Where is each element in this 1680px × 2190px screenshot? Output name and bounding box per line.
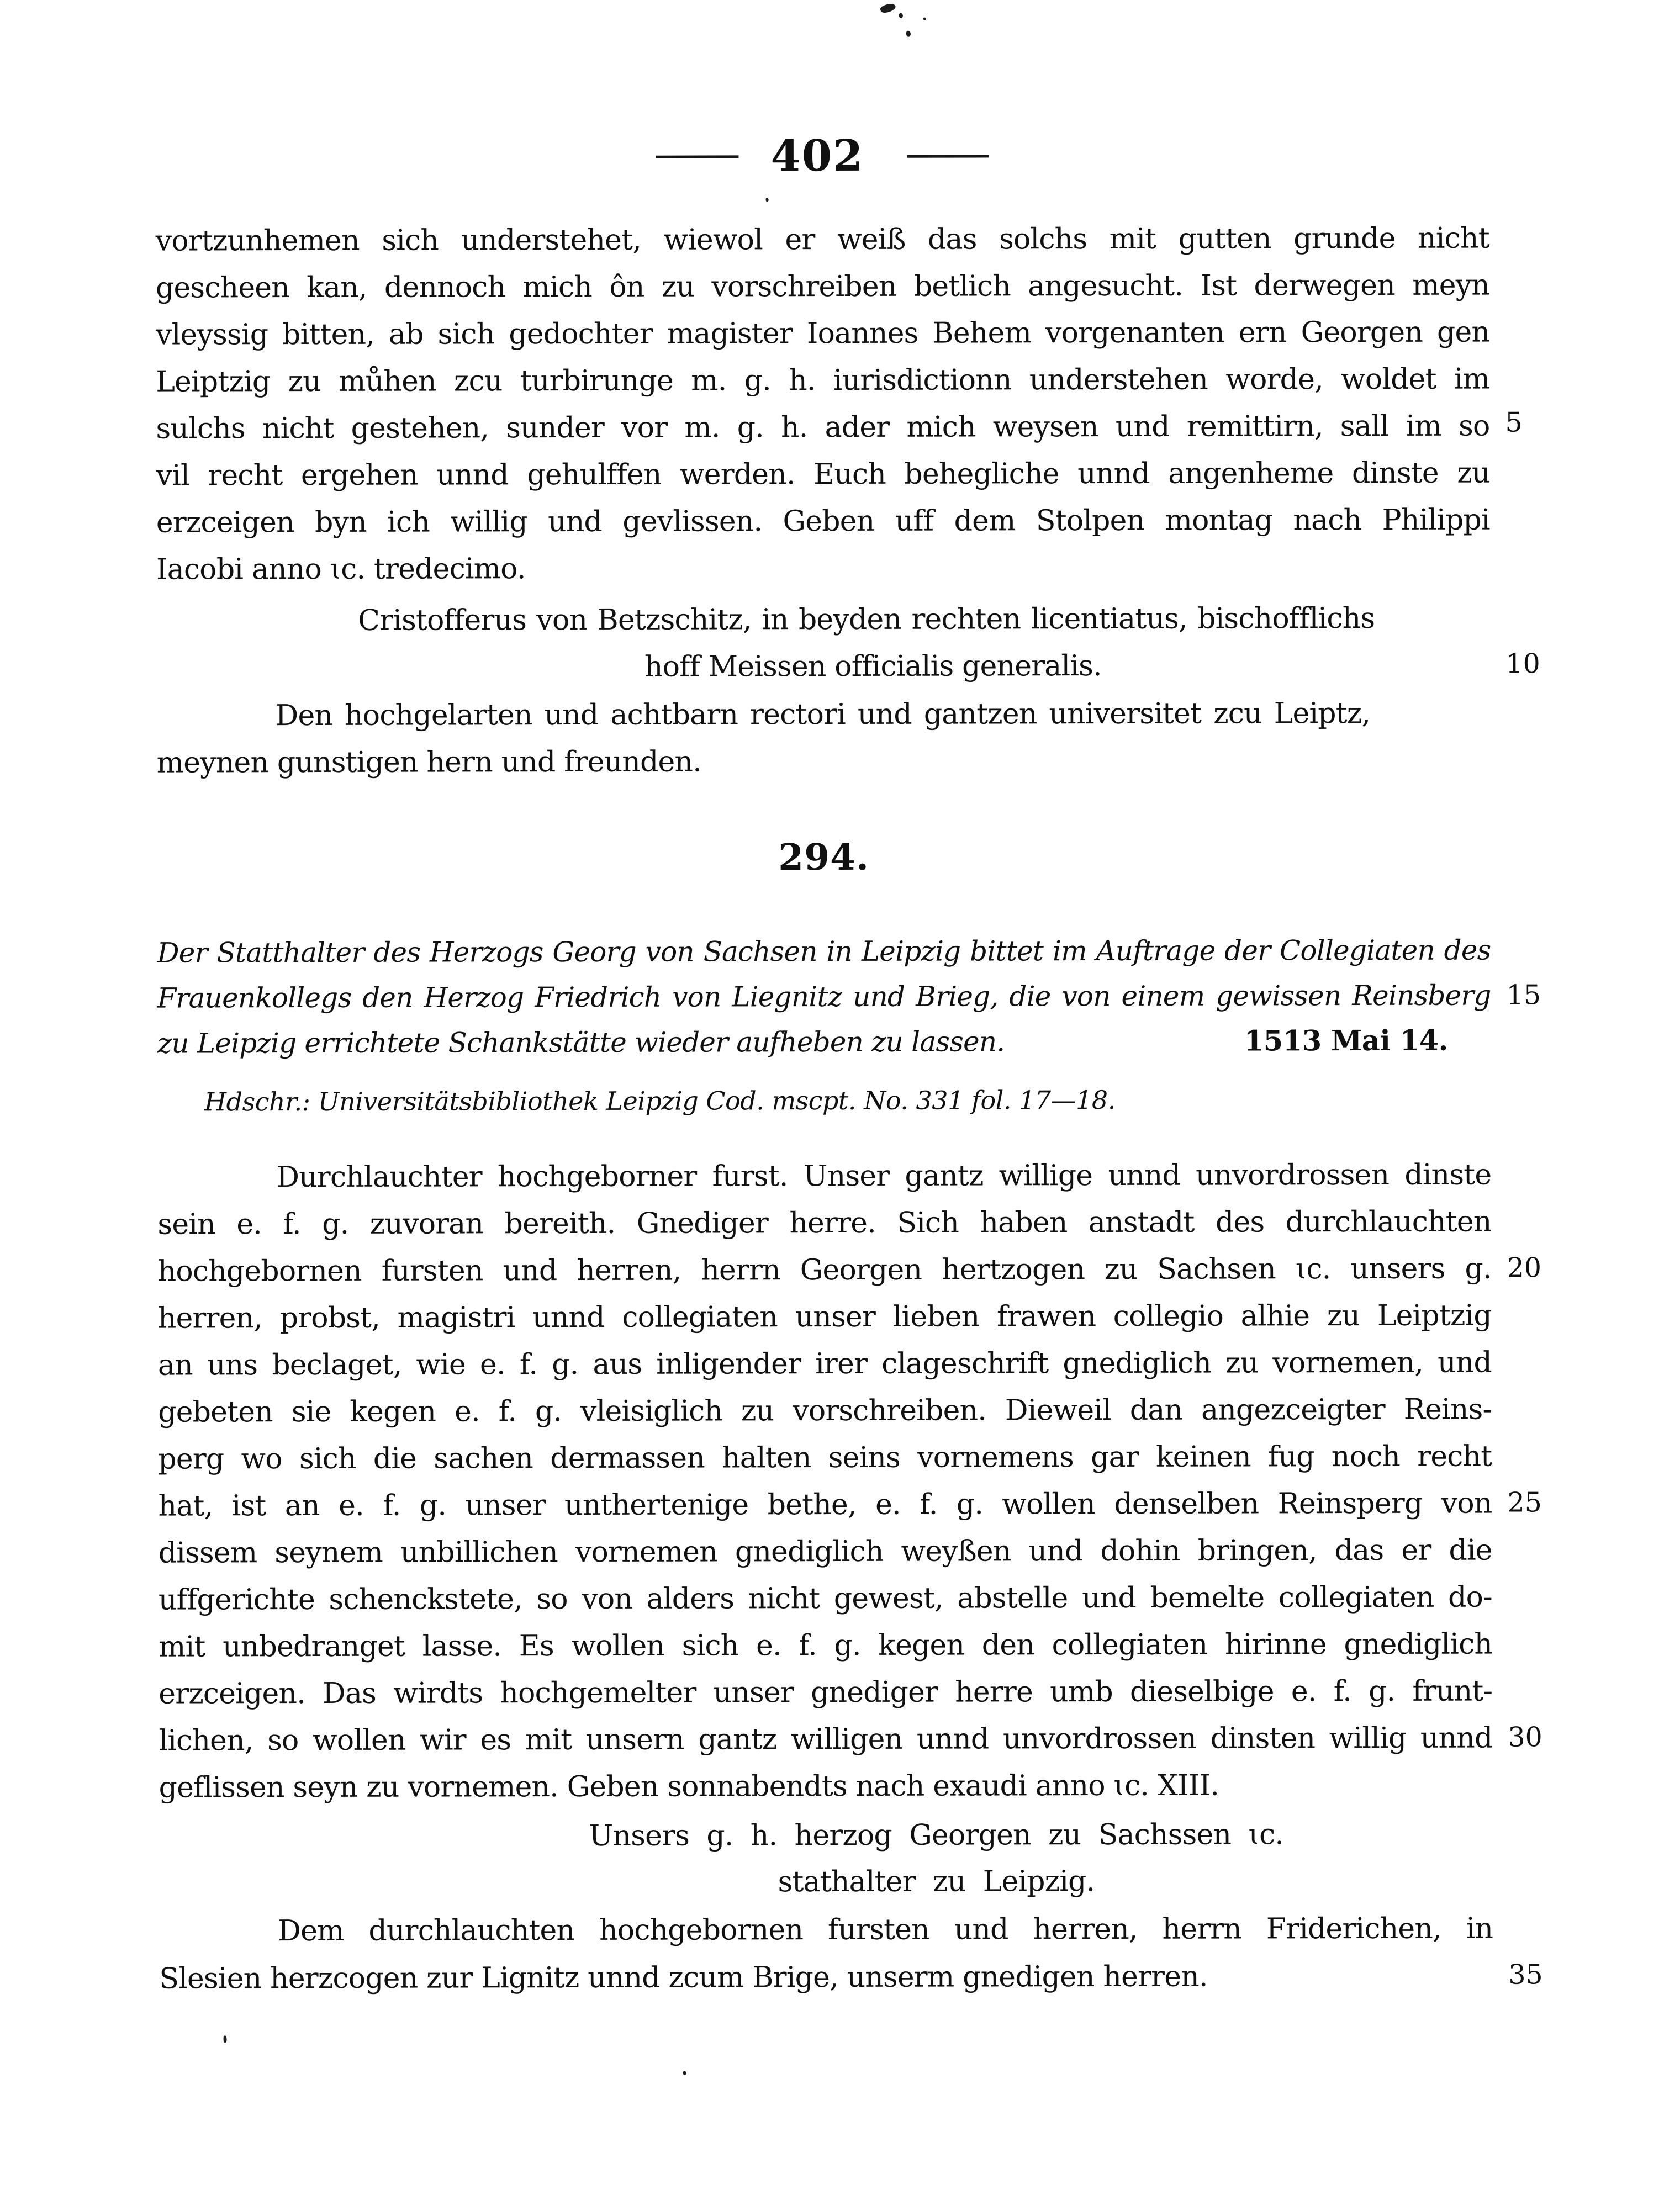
margin-line-number: 30 [1508,1721,1542,1753]
text-line: Leiptzig zu můhen zcu turbirunge m. g. h. iurisdictionn understehen worde, woldet im [156,362,1490,399]
text-line: perg wo sich die sachen dermassen halten seins vornemens gar keinen fug noch recht [158,1440,1492,1476]
text-line: sein e. f. g. zuvoran bereith. Gnediger herre. Sich haben anstadt des durchlauchten [157,1205,1492,1241]
document-date: 1513 Mai 14. [1244,1024,1448,1058]
doc294-body [157,1152,1492,1812]
text-line: erzceigen byn ich willig und gevlissen. Geben uff dem Stolpen montag nach Philippi [156,503,1490,539]
doc294-signature [159,1811,1493,1907]
regest-line [157,1018,1491,1066]
ink-speck [906,31,911,37]
text-line: geflissen seyn zu vornemen. Geben sonnabendts nach exaudi anno ɩc. XIII. [159,1769,1219,1805]
doc293-paragraph [156,215,1490,594]
text-line: vil recht ergehen unnd gehulffen werden. Euch behegliche unnd angenheme dinste zu [156,456,1490,493]
margin-line-number: 5 [1505,406,1523,438]
ink-speck [683,2071,686,2075]
regest-line: Frauenkollegs den Herzog Friedrich von Liegnitz und Brieg, die von einem gewissen Reinsberg [157,979,1491,1014]
running-head [155,130,1489,183]
text-line: Iacobi anno ɩc. tredecimo. [156,552,526,586]
text-line: vleyssig bitten, ab sich gedochter magister Ioannes Behem vorgenanten ern Georgen gen [156,315,1490,352]
ink-speck [766,198,769,202]
text-line: vortzunhemen sich understehet, wiewol er weiß das solchs mit gutten grunde nicht [155,221,1489,258]
doc294-regest [157,928,1491,1066]
ink-speck [923,18,926,20]
margin-line-number: 25 [1507,1487,1542,1519]
text-line: sulchs nicht gestehen, sunder vor m. g. h. ader mich weysen und remittirn, sall im so [156,409,1490,446]
page-number: 402 [770,130,864,182]
text-line: Durchlauchter hochgeborner furst. Unser gantz willige unnd unvordrossen dinste [276,1158,1492,1194]
signature-line: stathalter zu Leipzig. [778,1865,1095,1899]
signature-line: Unsers g. h. herzog Georgen zu Sachssen ɩc. [589,1818,1284,1853]
regest-line: Der Statthalter des Herzogs Georg von Sachsen in Leipzig bittet im Auftrage der Collegiaten des [157,934,1491,969]
ink-speck [899,13,903,18]
doc293-address [156,690,1490,787]
ink-speck [879,2,896,14]
margin-line-number: 20 [1507,1252,1542,1284]
text-line: dissem seynem unbillichen vornemen gnediglich weyßen und dohin bringen, das er die [158,1533,1492,1570]
text-line: erzceigen. Das wirdts hochgemelter unser gnediger herre umb dieselbige e. f. g. frunt- [159,1674,1493,1711]
text-line: hochgebornen fursten und herren, herrn Georgen hertzogen zu Sachsen ɩc. unsers g. [157,1252,1492,1288]
ink-speck [224,2035,227,2043]
address-line: Slesien herzcogen zur Lignitz unnd zcum Brige, unserm gnedigen herren. [159,1960,1208,1996]
address-line: Den hochgelarten und achtbarn rectori und gantzen universitet zcu Leiptz, [275,696,1371,733]
text-line: mit unbedranget lasse. Es wollen sich e. f. g. kegen den collegiaten hirinne gnediglich [159,1627,1493,1664]
header-rule-left [656,155,739,158]
doc294-source [157,1082,1491,1119]
address-line: meynen gunstigen hern und freunden. [156,745,701,780]
address-line: Dem durchlauchten hochgebornen fursten und herren, herrn Friderichen, in [278,1912,1493,1948]
text-line: gescheen kan, dennoch mich ôn zu vorschreiben betlich angesucht. Ist derwegen meyn [155,268,1489,305]
regest-text: zu Leipzig errichtete Schankstätte wieder aufheben zu lassen. [157,1025,1005,1060]
margin-line-number: 35 [1508,1959,1543,1991]
document-number: 294. [778,835,870,879]
signature-line: hoff Meissen officialis generalis. [644,649,1102,684]
text-line: lichen, so wollen wir es mit unsern gantz willigen unnd unvordrossen dinsten willig unnd [159,1721,1493,1758]
text-line: herren, probst, magistri unnd collegiaten unser lieben frawen collegio alhie zu Leiptzig [157,1299,1492,1335]
text-line: gebeten sie kegen e. f. g. vleisiglich zu vorschreiben. Dieweil dan angezceigter Reins- [158,1393,1492,1429]
margin-line-number: 15 [1506,979,1541,1011]
margin-line-number: 10 [1505,648,1540,680]
text-line: an uns beclaget, wie e. f. g. aus inligender irer clageschrift gnediglich zu vornemen, und [157,1346,1492,1382]
text-line: hat, ist an e. f. g. unser unthertenige bethe, e. f. g. wollen denselben Reinsperg von [158,1487,1492,1523]
text-line: uffgerichte schenckstete, so von alders nicht gewest, abstelle und bemelte collegiaten do- [158,1580,1492,1617]
header-rule-right [907,155,989,157]
doc293-signature [156,595,1490,692]
signature-line: Cristofferus von Betzschitz, in beyden rechten licentiatus, bischofflichs [358,601,1375,637]
doc294-address [159,1905,1493,2003]
source-note: Hdschr.: Universitätsbibliothek Leipzig Cod. mscpt. No. 331 fol. 17—18. [204,1085,1116,1117]
